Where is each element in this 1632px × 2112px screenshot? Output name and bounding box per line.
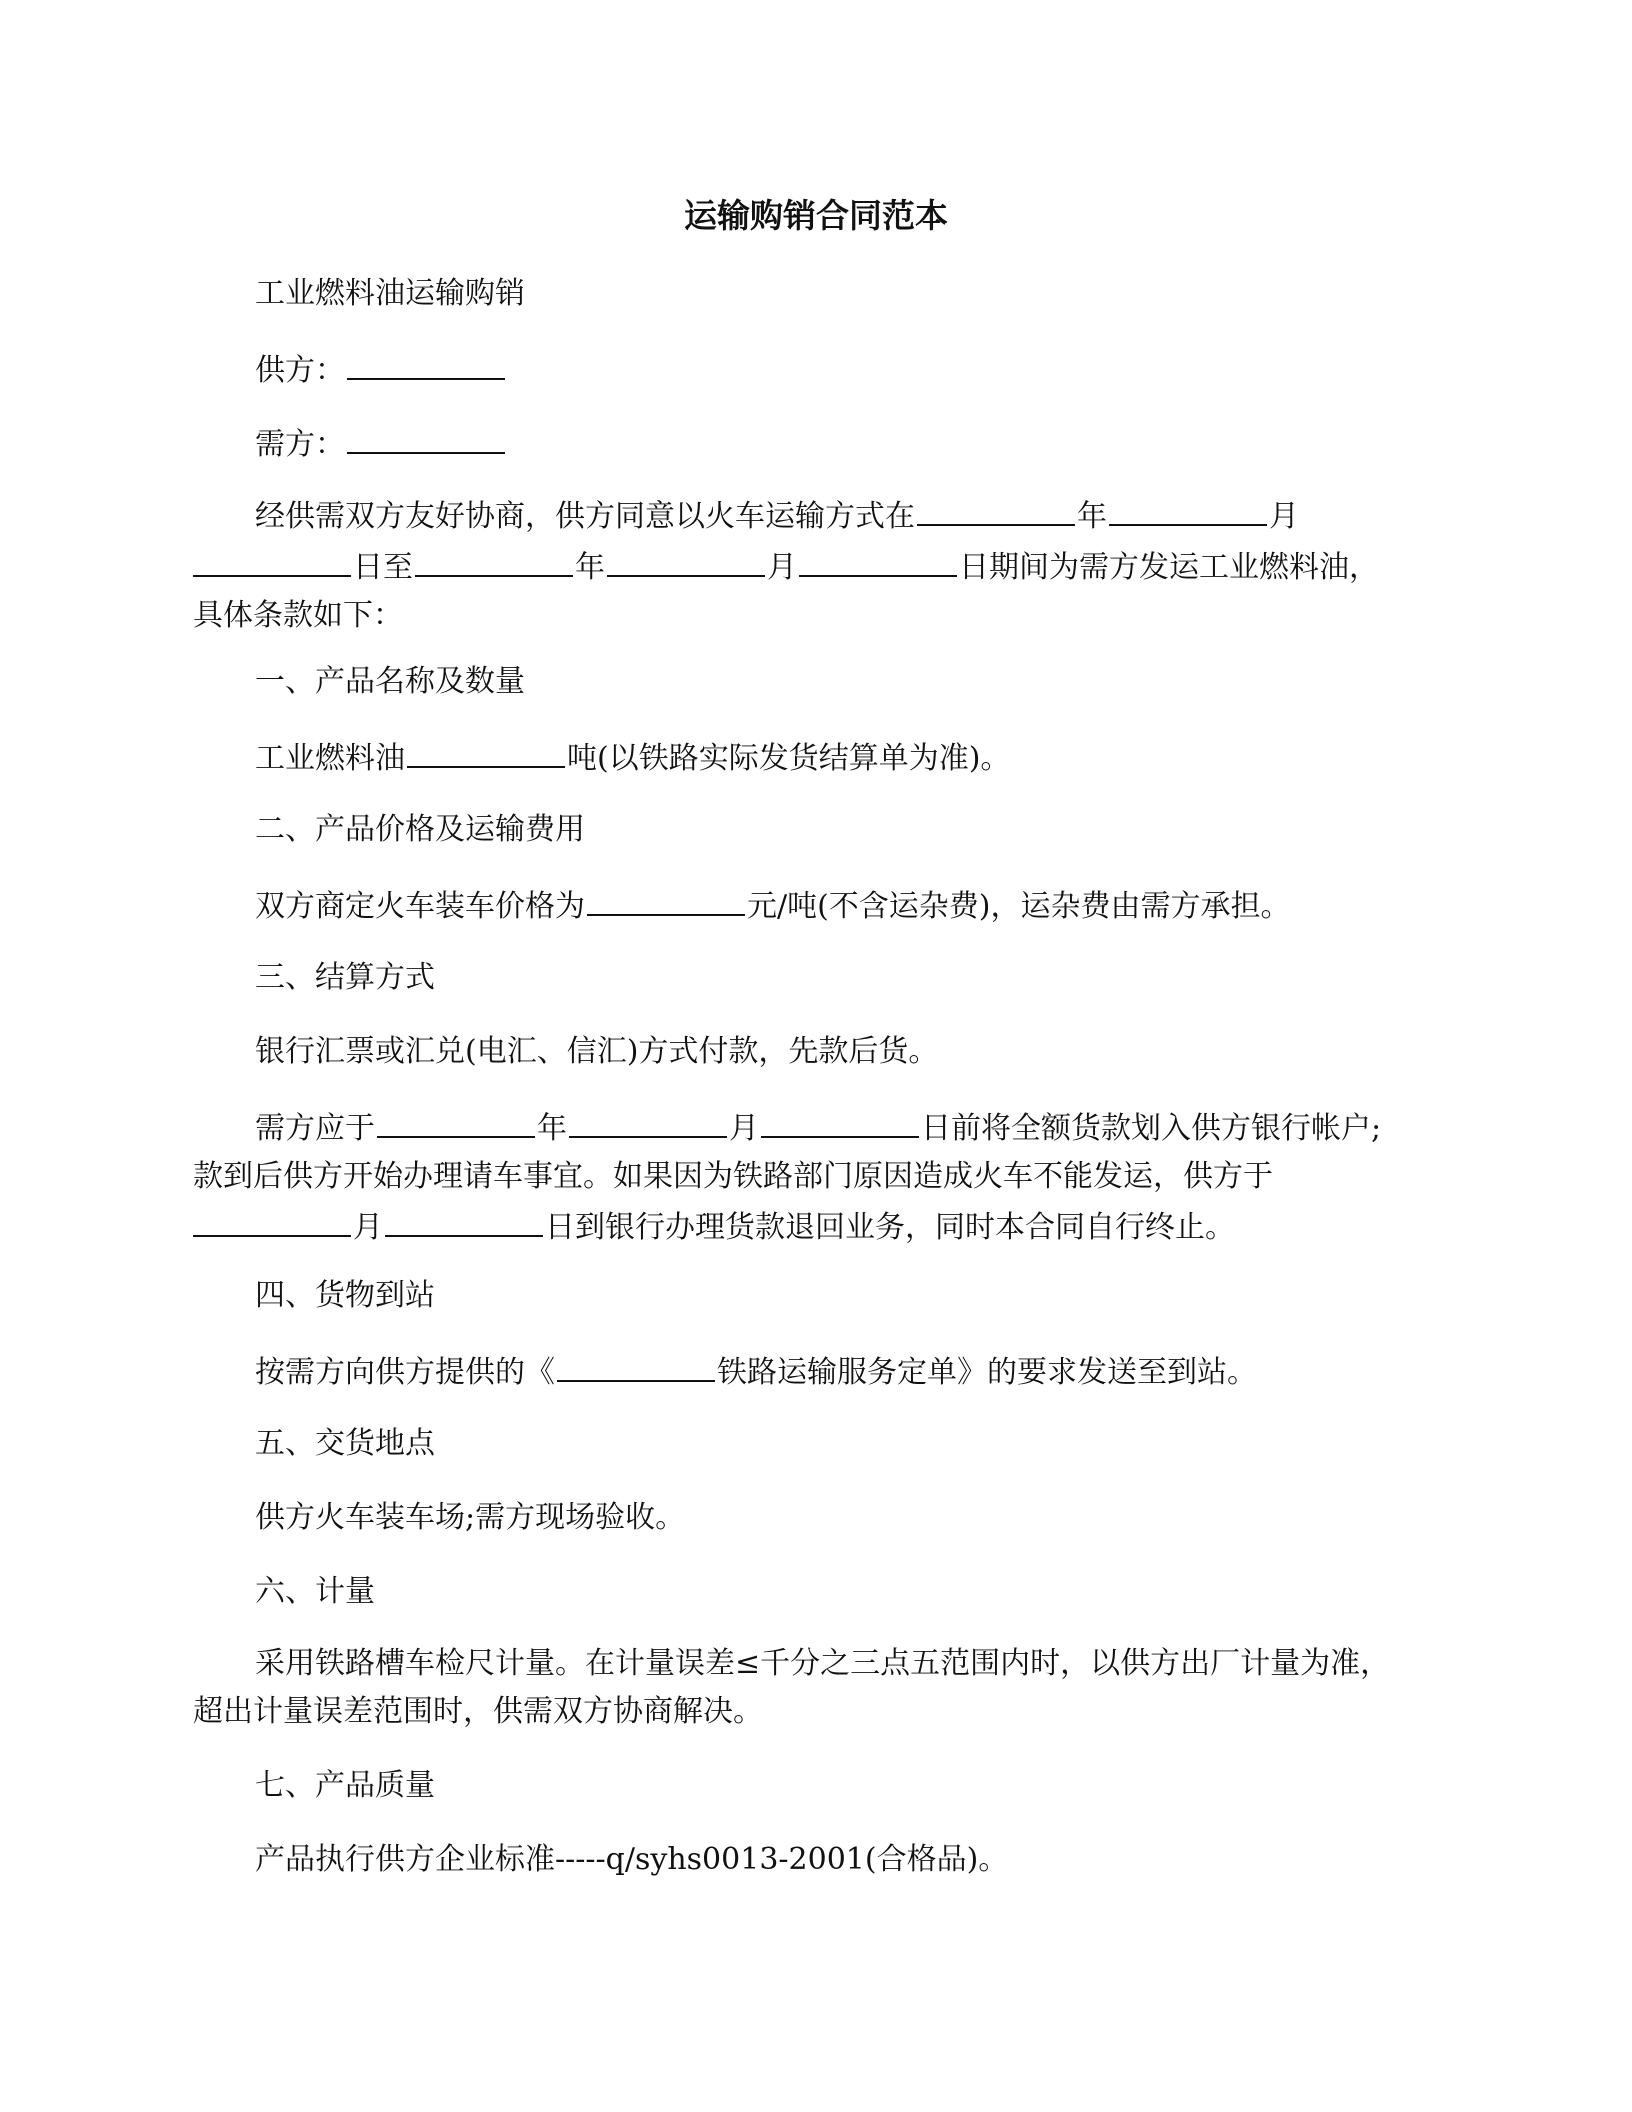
text: 双方商定火车装车价格为 xyxy=(255,889,585,924)
blank xyxy=(799,541,957,577)
blank xyxy=(193,541,351,577)
section-7-text: 产品执行供方企业标准-----q/syhs0013-2001(合格品)。 xyxy=(255,1842,1009,1877)
blank xyxy=(557,1346,715,1382)
text: 日前将全额货款划入供方银行帐户; xyxy=(921,1111,1382,1146)
section-4-text xyxy=(255,1346,1505,1397)
section-3-paragraph xyxy=(193,1102,1443,1252)
text: 日到银行办理货款退回业务，同时本合同自行终止。 xyxy=(545,1210,1235,1245)
text: 款到后供方开始办理请车事宜。如果因为铁路部门原因造成火车不能发运，供方于 xyxy=(193,1159,1273,1194)
blank xyxy=(607,541,765,577)
intro-text: 日至 xyxy=(353,550,413,585)
section-3-text: 银行汇票或汇兑(电汇、信汇)方式付款，先款后货。 xyxy=(255,1034,939,1069)
intro-text: 经供需双方友好协商，供方同意以火车运输方式在 xyxy=(255,499,915,534)
section-6-heading: 六、计量 xyxy=(255,1574,375,1609)
intro-text: 月 xyxy=(767,550,797,585)
blank xyxy=(415,541,573,577)
section-4-heading: 四、货物到站 xyxy=(255,1278,435,1313)
section-6-paragraph xyxy=(193,1640,1443,1736)
text: 年 xyxy=(537,1111,567,1146)
buyer-blank xyxy=(347,418,505,454)
supplier-blank xyxy=(347,344,505,380)
blank xyxy=(385,1201,543,1237)
blank xyxy=(407,732,565,768)
section-5-heading: 五、交货地点 xyxy=(255,1426,435,1461)
intro-text: 年 xyxy=(1077,499,1107,534)
blank xyxy=(917,490,1075,526)
blank xyxy=(587,880,745,916)
text: 元/吨(不含运杂费)，运杂费由需方承担。 xyxy=(747,889,1291,924)
section-2-text xyxy=(255,880,1505,931)
blank xyxy=(193,1201,351,1237)
text: 超出计量误差范围时，供需双方协商解决。 xyxy=(193,1694,763,1729)
text: 铁路运输服务定单》的要求发送至到站。 xyxy=(717,1355,1257,1390)
blank xyxy=(761,1102,919,1138)
text: 按需方向供方提供的《 xyxy=(255,1355,555,1390)
text: 工业燃料油 xyxy=(255,741,405,776)
text: 需方应于 xyxy=(255,1111,375,1146)
blank xyxy=(377,1102,535,1138)
blank xyxy=(569,1102,727,1138)
section-5-text: 供方火车装车场;需方现场验收。 xyxy=(255,1500,686,1535)
subtitle: 工业燃料油运输购销 xyxy=(255,276,525,311)
section-1-heading: 一、产品名称及数量 xyxy=(255,664,525,699)
intro-text: 日期间为需方发运工业燃料油， xyxy=(959,550,1379,585)
buyer-label: 需方： xyxy=(255,427,345,462)
blank xyxy=(1109,490,1267,526)
text: 吨(以铁路实际发货结算单为准)。 xyxy=(567,741,1011,776)
supplier-line xyxy=(255,344,1505,395)
section-3-heading: 三、结算方式 xyxy=(255,960,435,995)
section-2-heading: 二、产品价格及运输费用 xyxy=(255,812,585,847)
intro-paragraph xyxy=(193,490,1443,640)
text: 采用铁路槽车检尺计量。在计量误差≤千分之三点五范围内时，以供方出厂计量为准， xyxy=(255,1646,1391,1681)
section-1-text xyxy=(255,732,1505,783)
buyer-line xyxy=(255,418,1505,469)
document-title: 运输购销合同范本 xyxy=(684,196,948,235)
supplier-label: 供方： xyxy=(255,353,345,388)
intro-text: 年 xyxy=(575,550,605,585)
intro-text: 月 xyxy=(1269,499,1299,534)
intro-text: 具体条款如下： xyxy=(193,598,403,633)
section-7-heading: 七、产品质量 xyxy=(255,1768,435,1803)
text: 月 xyxy=(353,1210,383,1245)
text: 月 xyxy=(729,1111,759,1146)
